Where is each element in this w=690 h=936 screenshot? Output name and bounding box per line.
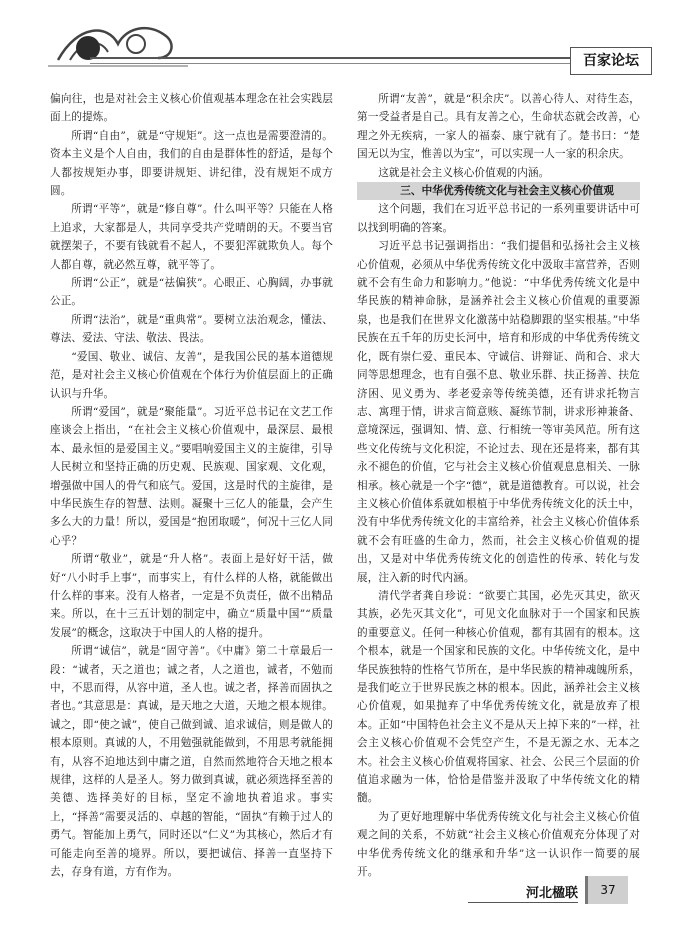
paragraph: 所谓“平等”，就是“修自尊”。什么叫平等？只能在人格上追求，大家都是人，共同享受共产党晴朗的天。不要当官就摆架子，不要有钱就看不起人，不要犯浑就欺负人。每个人都自尊，就必然互尊，就平等了。 xyxy=(50,203,333,271)
paragraph: 这就是社会主义核心价值观的内涵。 xyxy=(378,166,550,179)
paragraph: 所谓“敬业”，就是“升人格”。表面上是好好干活，做好“八小时手上事”，而事实上，有什么样的人格，就能做出什么样的事来。没有人格者，一定是不负责任，做不出精品来。所以，在十三五计划的制定中，确立“质量中国”“质量发展”的概念，这取决于中国人的人格的提升。 xyxy=(50,553,333,639)
paragraph: 所谓“友善”，就是“积余庆”。以善心待人、对待生态，第一受益者是自己。具有友善之心，生命状态就会改善，心理之外无疾病，一家人的福泰、康宁就有了。楚书曰：“楚国无以为宝，惟善以为宝”，可以实现一人一家的积余庆。 xyxy=(357,93,640,161)
paragraph: 所谓“诚信”，就是“固守善”。《中庸》第二十章最后一段：“诚者，天之道也；诚之者，人之道也，诚者，不勉而中，不思而得，从容中道，圣人也。诚之者，择善而固执之者也。”其意思是：真诚，是天地之大道，天地之根本规律。诚之，即“使之诚”，使自己做到诚、追求诚信，则是做人的根本原则。真诚的人，不用勉强就能做到，不用思考就能拥有，从容不迫地达到中庸之道，自然而然地符合天地之根本规律，这样的人是圣人。努力做到真诚，就必须选择至善的美德、选择美好的目标，坚定不渝地执着追求。事实上，“择善”需要灵活的、卓越的智能，“固执”有赖于过人的勇气。智能加上勇气，同时还以“仁义”为其核心，然后才有可能走向至善的境界。所以，要把诚信、择善一直坚持下去，存身有道，方有作为。 xyxy=(50,645,333,879)
paragraph: 清代学者龚自珍说：“欲要亡其国，必先灭其史，欲灭其族，必先灭其文化”，可见文化血脉对于一个国家和民族的重要意义。任何一种核心价值观，都有其固有的根本。这个根本，就是一个国家和民族的文化。中华传统文化，是中华民族独特的性格气节所在，是中华民族的精神魂魄所系，是我们屹立于世界民族之林的根本。因此，涵养社会主义核心价值观，如果抛弃了中华优秀传统文化，就是放弃了根本。正如“中国特色社会主义不是从天上掉下来的”一样，社会主义核心价值观不会凭空产生，不是无源之水、无本之木。社会主义核心价值观将国家、社会、公民三个层面的价值追求融为一体，恰恰是借鉴并汲取了中华传统文化的精髓。 xyxy=(357,589,640,805)
paragraph: 所谓“法治”，就是“重典常”。要树立法治观念，懂法、尊法、爱法、守法、敬法、畏法。 xyxy=(50,313,333,345)
paragraph: “爱国、敬业、诚信、友善”，是我国公民的基本道德规范，是对社会主义核心价值观在个体行为价值层面上的正确认识与升华。 xyxy=(50,350,333,400)
paragraph: 这个问题，我们在习近平总书记的一系列重要讲话中可以找到明确的答案。 xyxy=(357,203,640,234)
paragraph: 所谓“爱国”，就是“聚能量”。习近平总书记在文艺工作座谈会上指出，“在社会主义核心价值观中，最深层、最根本、最永恒的是爱国主义。”要唱响爱国主义的主旋律，引导人民树立和坚持正确的历史观、民族观、国家观、文化观，增强做中国人的骨气和底气。爱国，这是时代的主旋律，是中华民族生存的智慧、法则。凝聚十三亿人的能量，会产生多么大的力量！所以，爱国是“抱团取暖”，何况十三亿人同心乎？ xyxy=(50,405,333,547)
journal-name: 河北楹联 xyxy=(525,886,578,901)
header-rule-thin xyxy=(90,63,600,64)
left-column xyxy=(50,90,333,881)
section-heading: 三、中华优秀传统文化与社会主义核心价值观 xyxy=(357,182,640,200)
page-footer xyxy=(0,870,690,930)
paragraph: 所谓“自由”，就是“守规矩”。这一点也是需要澄清的。资本主义是个人自由，我们的自由是群体性的舒适，是每个人都按规矩办事，即要讲规矩、讲纪律，没有规矩不成方圆。 xyxy=(50,129,333,198)
cloud-ornament-icon xyxy=(48,14,188,74)
paragraph: 偏向往，也是对社会主义核心价值观基本理念在社会实践层面上的提炼。 xyxy=(50,93,333,124)
paragraph: 为了更好地理解中华优秀传统文化与社会主义核心价值观之间的关系，不妨就“社会主义核心价值观充分体现了对中华优秀传统文化的继承和升华”这一认识作一简要的展开。 xyxy=(357,810,640,879)
section-title: 百家论坛 xyxy=(570,47,652,75)
page-header xyxy=(0,0,690,80)
page-number: 37 xyxy=(585,876,628,904)
paragraph: 所谓“公正”，就是“祛偏狭”。心眼正、心胸阔，办事就公正。 xyxy=(50,277,333,308)
footer-rule xyxy=(468,902,578,903)
right-column xyxy=(357,90,640,881)
header-rule xyxy=(90,57,600,59)
paragraph: 习近平总书记强调指出：“我们提倡和弘扬社会主义核心价值观，必须从中华优秀传统文化中汲取丰富营养，否则就不会有生命力和影响力。”他说：“中华优秀传统文化是中华民族的精神命脉，是涵养社会主义核心价值观的重要源泉，也是我们在世界文化激荡中站稳脚跟的坚实根基。”中华民族在五千年的历史长河中，培育和形成的中华优秀传统文化，既有崇仁爱、重民本、守诚信、讲辩证、尚和合、求大同等思想理念，也有自强不息、敬业乐群、扶正扬善、扶危济困、见义勇为、孝老爱亲等传统美德，还有讲求托物言志、寓理于情，讲求言简意赅、凝练节制，讲求形神兼备、意境深远，强调知、情、意、行相统一等审美风范。所有这些文化传统与文化积淀，不论过去、现在还是将来，都有其永不褪色的价值，它与社会主义核心价值观息息相关、一脉相承。核心就是一个字“德”，就是道德教育。可以说，社会主义核心价值体系就如根植于中华优秀传统文化的沃土中，没有中华优秀传统文化的丰富给养，社会主义核心价值体系就不会有旺盛的生命力，然而，社会主义核心价值观的提出，又是对中华优秀传统文化的创造性的传承、转化与发展，注入新的时代内涵。 xyxy=(357,240,640,584)
